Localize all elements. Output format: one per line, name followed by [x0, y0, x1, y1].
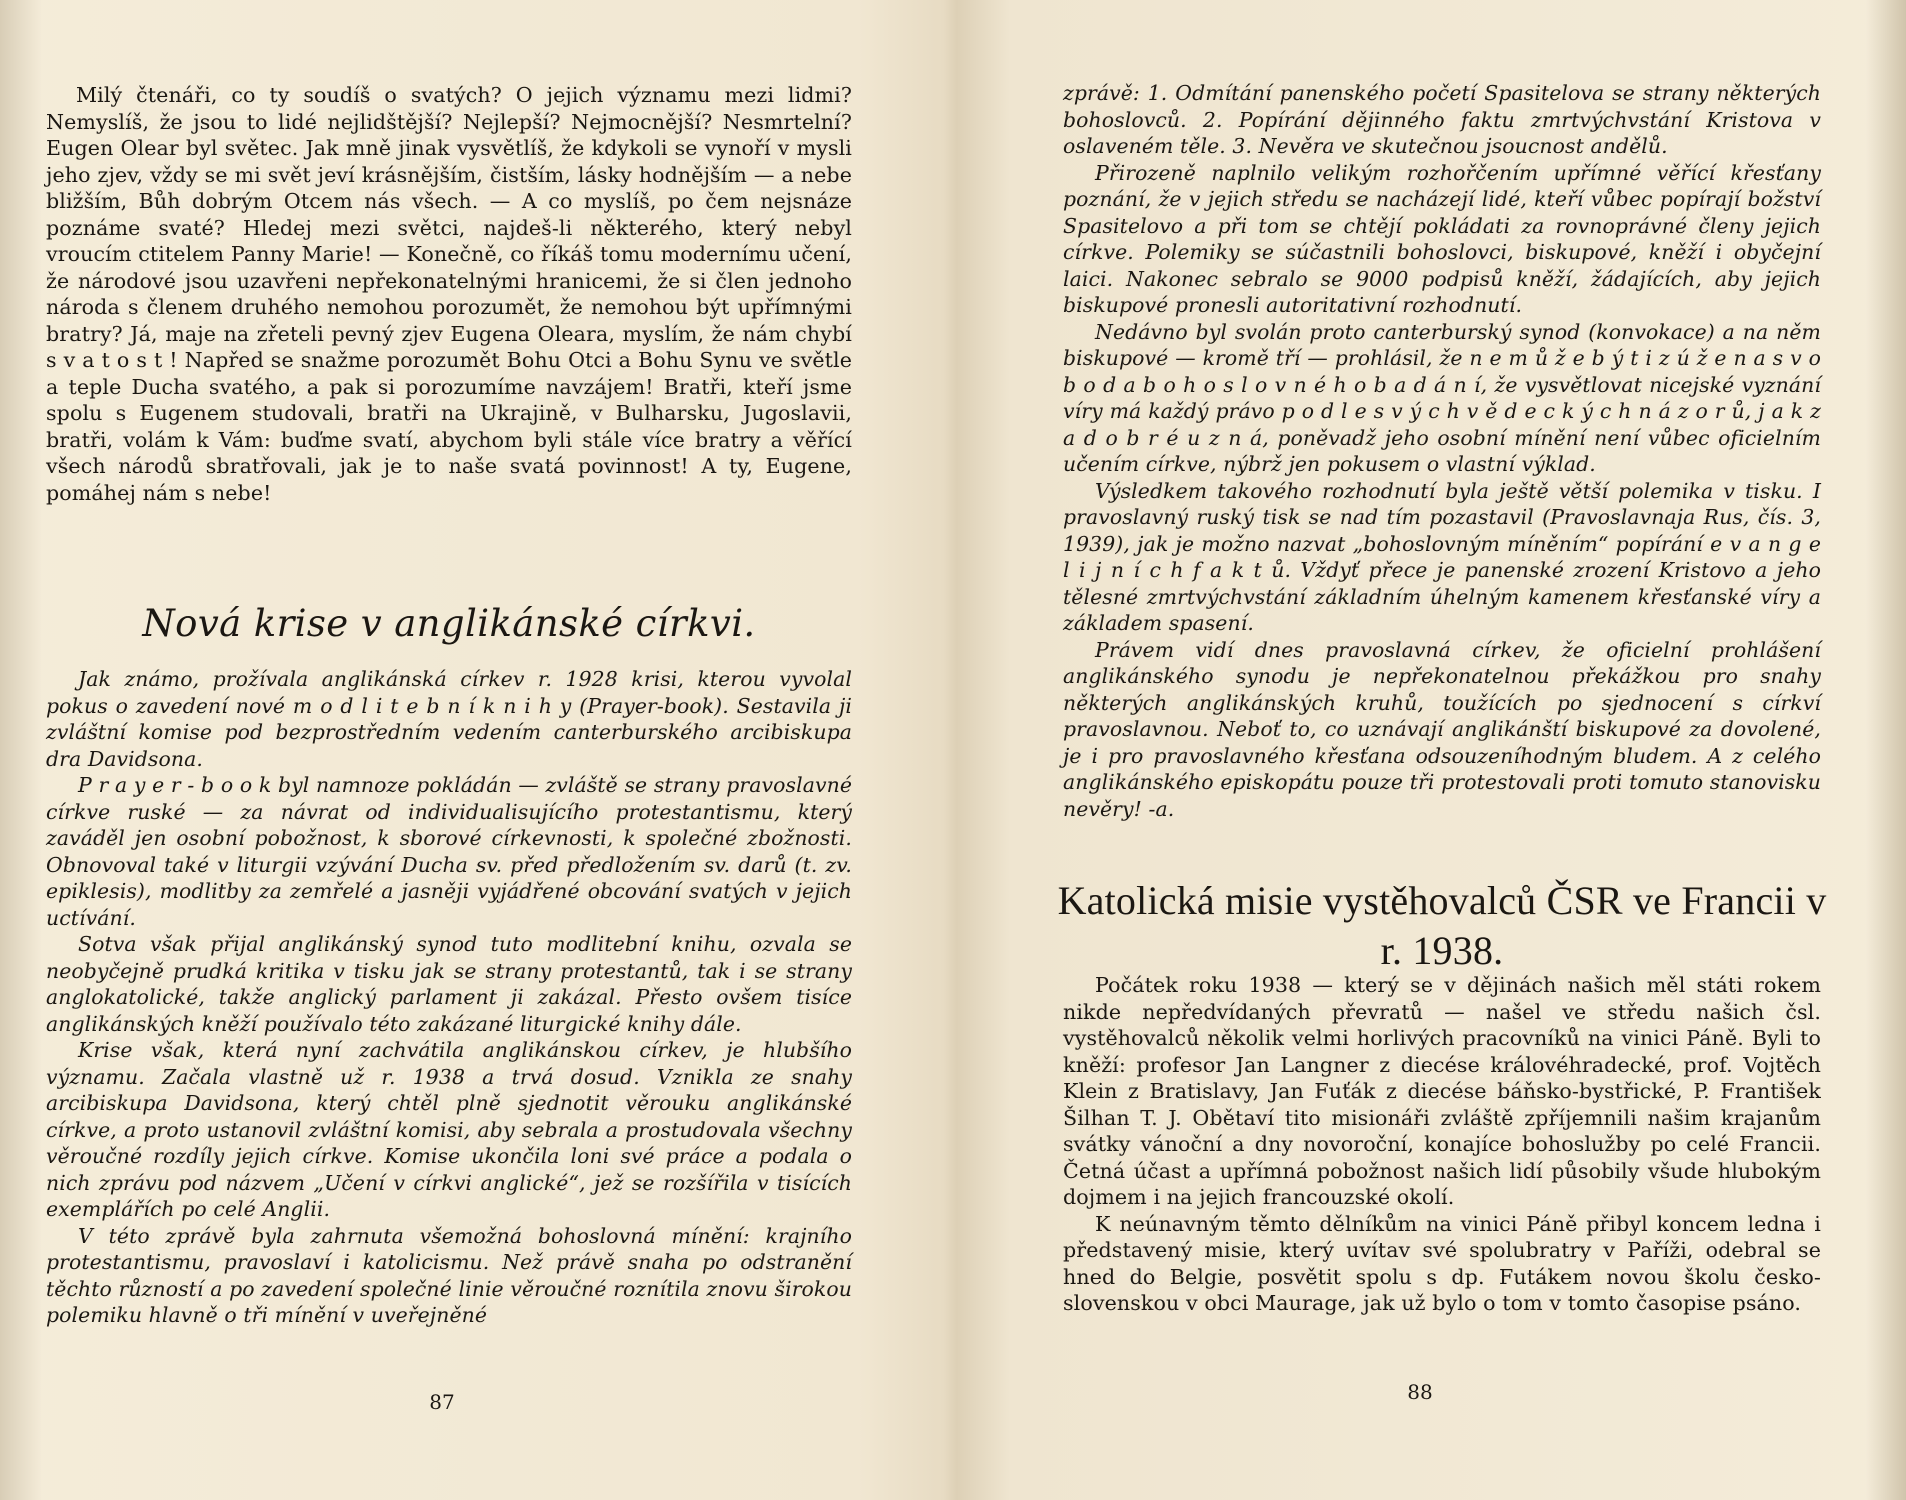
article-paragraph: P r a y e r - b o o k byl namnoze pokládán — zvláště se strany pravoslavné církve ruské — za návrat od individualisujícího protestantismu, který zaváděl jen osobní pobožnost, k sborové církevnosti, k společné zbožnosti. Obnovoval také v liturgii vzývání Ducha sv. před předložením sv. darů (t. zv. epiklesis), modlitby za zemřelé a jasněji vyjádřené obcování svatých v jejich uctívání. — [46, 773, 852, 930]
page-number: 87 — [429, 1390, 455, 1414]
article-paragraph: Přirozeně naplnilo velikým rozhořčením upřímné věřící křesťany poznání, že v jejich středu se nacházejí lidé, kteří vůbec popírají božství Spasitelovo a při tom se chtějí pokládati za rovnoprávné členy jejich církve. Polemiky se súčastnili bohoslovci, biskupové, kněží i obyčejní laici. Nakonec sebralo se 9000 podpisů kněží, žádajících, aby jejich biskupové pronesli autoritativní rozhodnutí. — [1063, 160, 1821, 317]
article-paragraph: Jak známo, prožívala anglikánská církev r. 1928 krisi, kterou vyvolal pokus o zavedení nové m o d l i t e b n í k n i h y (Prayer-book). Sestavila ji zvláštní komise pod bezprostředním vedením canterburského arcibiskupa dra Davidsona. — [46, 667, 852, 771]
article-paragraph: zprávě: 1. Odmítání panenského početí Spasitelova se strany některých bohoslovců. 2. Popírání dějinného faktu zmrtvýchvstání Kristova v oslaveném těle. 3. Nevěra ve skutečnou jsoucnost andělů. — [1063, 81, 1821, 158]
left-page — [0, 0, 945, 1500]
section-heading-anglican-crisis: Nová krise v anglikánské církvi. — [142, 602, 756, 645]
article-paragraph: Krise však, která nyní zachvátila anglikánskou církev, je hlubšího významu. Začala vlastně už r. 1938 a trvá dosud. Vznikla ze snahy arcibiskupa Davidsona, který chtěl plně sjednotit věrouku anglikánské církve, a proto ustanovil zvláštní komisi, aby sebrala a prostudovala všechny věroučné rozdíly jejich církve. Komise ukončila loni své práce a podala o nich zprávu pod názvem „Učení v církvi anglické“, jež se rozšířila v tisících exemplářích po celé Anglii. — [46, 1038, 852, 1221]
opening-paragraph: Milý čtenáři, co ty soudíš o svatých? O jejich významu mezi lidmi? Nemyslíš, že jsou to lidé nejlidštější? Nejlepší? Nejmocnější? Nesmrtelní? Eugen Olear byl světec. Jak mně jinak vysvětlíš, že kdykoli se vynoří v mysli jeho zjev, vždy se mi svět jeví krásnějším, čistším, lásky hodnějším — a nebe bližším, Bůh dobrým Otcem nás všech. — A co myslíš, po čem nejsnáze poznáme svaté? Hledej mezi světci, najdeš-li některého, který nebyl vroucím ctitelem Panny Marie! — Konečně, co říkáš tomu modernímu učení, že národové jsou uzavřeni nepřekonatelnými hranicemi, že si člen jednoho národa s členem druhého nemohou porozumět, že nemohou být upřímnými bratry? Já, maje na zřeteli pevný zjev Eugena Oleara, myslím, že nám chybí s v a t o s t ! Napřed se snažme porozumět Bohu Otci a Bohu Synu ve světle a teple Ducha svatého, a pak si porozumíme navzájem! Bratři, kteří jsme spolu s Eugenem studovali, bratři na Ukrajině, v Bulharsku, Jugoslavii, bratři, volám k Vám: buďme svatí, abychom byli stále více bratry a věřící všech národů sbratřovali, jak je to naše svatá povinnost! A ty, Eugene, pomáhej nám s nebe! — [46, 83, 852, 505]
article-body-right — [1063, 80, 1821, 822]
article-paragraph: Nedávno byl svolán proto canterburský synod (konvokace) a na něm biskupové — kromě tří — prohlásil, že n e m ů ž e b ý t i z ú ž e n a s v o b o d a b o h o s l o v n é h o b a d á n í, že vysvětlovat nicejské vyznání víry má každý právo p o d l e s v ý c h v ě d e c k ý c h n á z o r ů, j a k z a d o b r é u z n á, poněvadž jeho osobní mínění není vůbec oficielním učením církve, nýbrž jen pokusem o vlastní výklad. — [1063, 319, 1821, 476]
article-body-left — [46, 666, 852, 1329]
article-paragraph: V této zprávě byla zahrnuta všemožná bohoslovná mínění: krajního protestantismu, pravoslaví i katolicismu. Než právě snaha po odstranění těchto růzností a po zavedení společné linie věroučné roznítila znovu širokou polemiku hlavně o tři mínění v uveřejněné — [46, 1223, 852, 1327]
article-paragraph: Výsledkem takového rozhodnutí byla ještě větší polemika v tisku. I pravoslavný ruský tisk se nad tím pozastavil (Pravoslavnaja Rus, čís. 3, 1939), jak je možno nazvat „bohoslovným míněním“ popírání e v a n g e l i j n í c h f a k t ů. Vždyť přece je panenské zrození Kristovo a jeho tělesné zmrtvýchvstání základním úhelným kamenem křesťanské víry a základem spasení. — [1063, 478, 1821, 635]
page-number: 88 — [1407, 1380, 1433, 1404]
mission-body — [1063, 972, 1821, 1317]
article-paragraph: Sotva však přijal anglikánský synod tuto modlitební knihu, ozvala se neobyčejně prudká kritika v tisku jak se strany protestantů, tak i se strany anglokatolické, takže anglický parlament ji zakázal. Přesto ovšem tisíce anglikánských kněží používalo této zakázané liturgické knihy dále. — [46, 932, 852, 1036]
mission-paragraph: Počátek roku 1938 — který se v dějinách našich měl státi rokem nikde nepředvídaných převratů — našel ve středu našich čsl. vystěhovalců několik velmi horlivých pracovníků na vinici Páně. Byli to kněží: profesor Jan Langner z diecése královéhradecké, prof. Vojtěch Klein z Bratislavy, Jan Fuťák z diecése báňsko-bystřické, P. František Šilhan T. J. Obětaví tito misionáři zvláště zpříjemnili našim krajanům svátky vánoční a dny novoroční, konajíce bohoslužby po celé Francii. Četná účast a upřímná pobožnost našich lidí působily všude hlubokým dojmem i na jejich francouzské okolí. — [1063, 973, 1821, 1209]
section-heading-mission: Katolická misie vystěhovalců ČSR ve Francii v r. 1938. — [1057, 878, 1827, 973]
article-paragraph: Právem vidí dnes pravoslavná církev, že oficielní prohlášení anglikánského synodu je nepřekonatelnou překážkou pro snahy některých anglikánských kruhů, toužících po sjednocení s církví pravoslavnou. Neboť to, co uznávají anglikánští biskupové za dovolené, je i pro pravoslavného křesťana odsouzeníhodným bludem. A z celého anglikánského episkopátu pouze tři protestovali proti tomuto stanovisku nevěry! -a. — [1063, 637, 1821, 821]
mission-paragraph: K neúnavným těmto dělníkům na vinici Páně přibyl koncem ledna i představený misie, který uvítav své spolubratry v Paříži, odebral se hned do Belgie, posvětit spolu s dp. Futákem novou školu česko-slovenskou v obci Maurage, jak už bylo o tom v tomto časopise psáno. — [1063, 1211, 1821, 1315]
right-page — [953, 0, 1906, 1500]
